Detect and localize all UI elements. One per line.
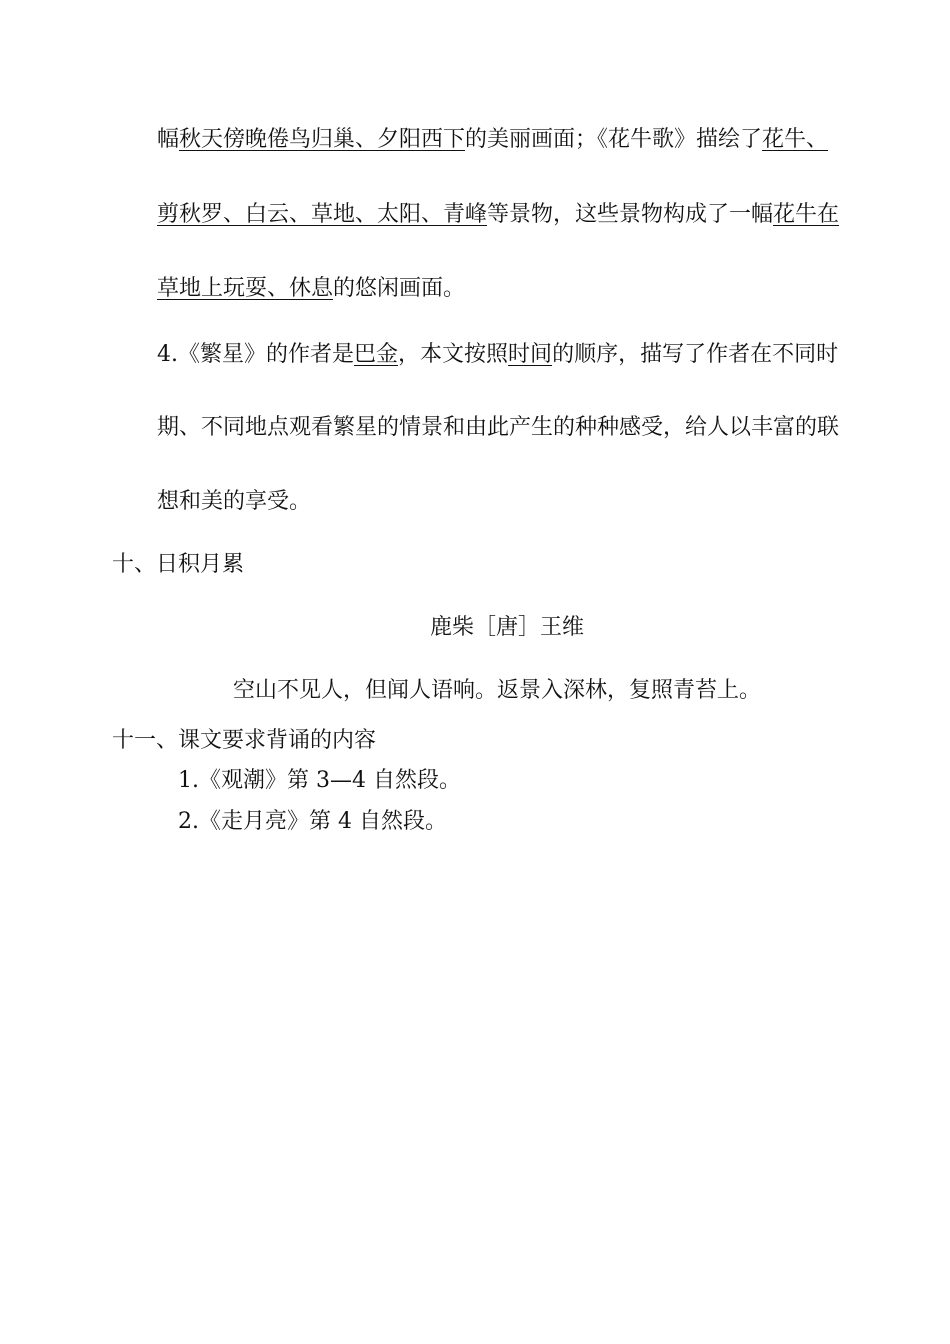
section-heading: 十一、课文要求背诵的内容 [112,728,377,753]
text-segment: 的顺序，描写了作者在不同时 [552,342,839,367]
answer-underlined: 剪秋罗、白云、草地、太阳、青峰 [157,202,488,227]
poem-body: 空山不见人，但闻人语响。返景入深林，复照青苔上。 [233,678,762,703]
item-number: 4. [157,342,178,367]
list-item [178,766,461,796]
text-segment: 的美丽画面；《花牛歌》描绘了 [465,127,763,152]
text-segment: 幅 [157,127,180,152]
text-segment: 自然段。 [373,768,462,793]
item-number: 2. [178,809,199,834]
text-segment: ，本文按照 [398,342,509,367]
answer-underlined: 巴金 [354,342,399,367]
text-segment: 的悠闲画面。 [333,276,466,301]
list-item [178,807,447,837]
item3-line-2 [157,200,839,230]
item4-line-2: 期、不同地点观看繁星的情景和由此产生的种种感受，给人以丰富的联 [157,415,840,440]
item3-line-3 [157,274,465,304]
answer-underlined: 花牛、 [762,127,829,152]
answer-underlined: 秋天傍晚倦鸟归巢、夕阳西下 [179,127,466,152]
poem-title: 鹿柴［唐］王维 [430,615,585,640]
text-segment: 等景物，这些景物构成了一幅 [487,202,774,227]
section-heading: 十、日积月累 [112,552,245,577]
item-number: 1. [178,768,199,793]
answer-underlined: 时间 [508,342,553,367]
text-segment: 《走月亮》第 [199,809,332,834]
paragraph-range: 4 [338,809,353,834]
item4-line-1 [157,340,838,370]
answer-underlined: 草地上玩耍、休息 [157,276,334,301]
item3-line-1 [157,125,828,155]
text-segment: 《观潮》第 [199,768,310,793]
text-segment: 《繁星》的作者是 [178,342,355,367]
paragraph-range: 3—4 [316,768,367,793]
item4-line-3: 想和美的享受。 [157,489,312,514]
answer-underlined: 花牛在 [773,202,840,227]
text-segment: 自然段。 [359,809,448,834]
